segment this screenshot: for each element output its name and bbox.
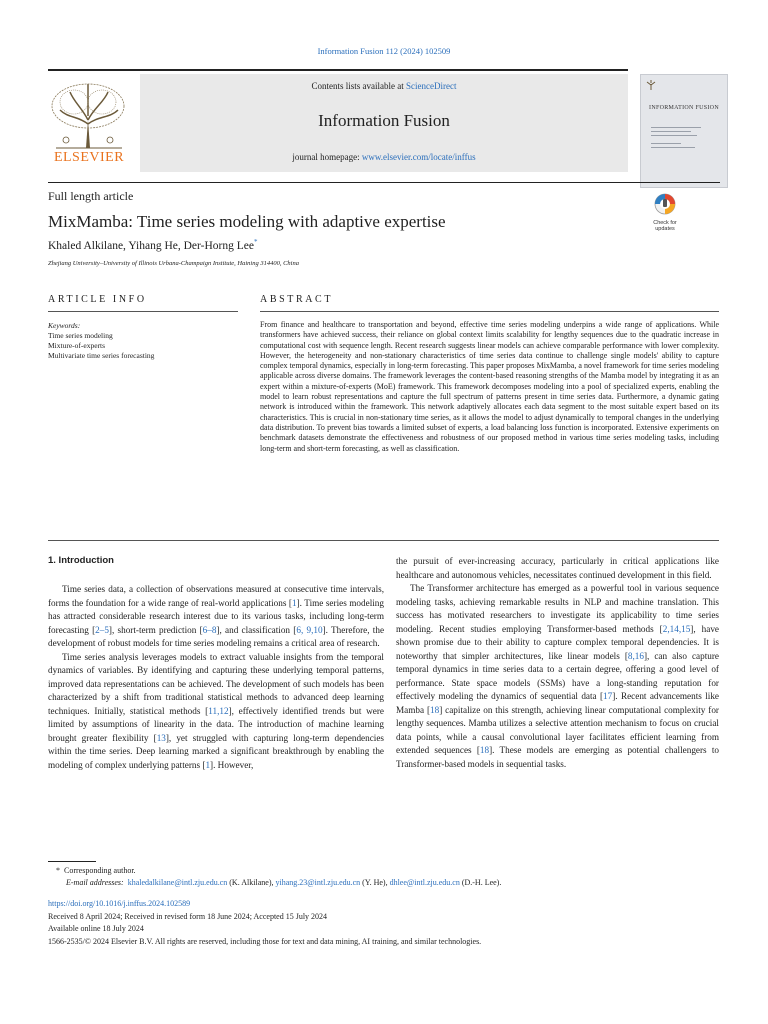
citation-link[interactable]: 1 [205,759,211,770]
info-rule [48,311,238,312]
header-rule [48,69,628,71]
citation-link[interactable]: 17 [603,691,613,701]
email-addresses: E-mail addresses: khaledalkilane@intl.zju.edu.cn (K. Alkilane), yihang.23@intl.zju.edu.cn (Y. He), dhlee@intl.zju.edu.cn (D.-H. Lee). [66,878,502,887]
keyword-item: Time series modeling [48,331,113,340]
intro-paragraph-3: the pursuit of ever-increasing accuracy, particularly in critical applications like healthcare and autonomous vehicles, necessitates continued development in this field. [396,556,719,580]
sciencedirect-link[interactable]: ScienceDirect [406,81,457,91]
intro-paragraph-1: Time series data, a collection of observations measured at consecutive time intervals, forms the foundation for a wide range of real-world applications [1]. Time series modeling has attracted considerable research interest due to its various tasks, including long-term forecasting [2–5], short-term prediction [6–8], and classification [6, 9,10]. Therefore, the development of robust models for time series modeling remains a critical area of research. [48,584,385,648]
article-title: MixMamba: Time series modeling with adaptive expertise [48,212,446,231]
abstract-text: From finance and healthcare to transportation and beyond, effective time series modeling underpins a wide range of applications. While transformers have achieved success, their reliance on global context limits scalability for lengthy sequences due to the quadratic increase in computational cost with sequence length. Recent research suggests linear models can achieve comparable performance with lower complexity. However, the heterogeneity and non-stationary characteristics of time series data continue to challenge single models' ability to capture complex temporal dynamics, especially in long-term forecasting. This paper proposes MixMamba, a novel framework for time series modeling applicable across diverse domains. The framework leverages the content-based reasoning strengths of the Mamba model by integrating it as an expert within a mixture-of-experts (MoE) framework. This framework decomposes modeling into a pool of specialized experts, enabling the model to learn robust representations and capture the full spectrum of patterns present in time series data. Furthermore, a dynamic gating network is introduced within the framework. This network adaptively allocates each data segment to the most suitable expert based on its characteristics. This is crucial in non-stationary time series, as it allows the model to adjust dynamically to temporal changes in the underlying data distribution. To prevent bias towards a limited subset of experts, a load balancing loss function is incorporated. Extensive experiments on benchmark datasets demonstrate the effectiveness and robustness of our proposed method in various time series modeling tasks, including long-term and short-term forecasting, as well as classification. [260,320,719,453]
corresponding-author-mark[interactable]: * [253,238,258,246]
footnote-rule [48,861,96,862]
available-online: Available online 18 July 2024 [48,924,144,933]
homepage-prefix: journal homepage: [292,152,360,162]
citation-link[interactable]: 2–5 [95,624,109,635]
keywords-label: Keywords: [48,321,81,330]
email-link[interactable]: khaledalkilane@intl.zju.edu.cn [127,878,228,887]
abstract-rule [260,311,719,312]
intro-paragraph-4: The Transformer architecture has emerged as a powerful tool in various sequence modeling tasks, achieving remarkable results in NLP and machine translation. This success has motivated researchers to investigate its applicability to time series modeling. Recent studies employing Transformer-based methods [2,14,15], have shown promise due to their ability to capture complex temporal dependencies. It is noteworthy that simpler architectures, like linear models [8,16], can also capture temporal dynamics in time series data to a certain degree, offering a good level of performance. State space models (SSMs) have a long-standing reputation for effectively modeling the dynamics of sequential data [17]. Recent advancements like Mamba [18] capitalize on this strength, achieving linear computational complexity for lengthy sequences. Mamba utilizes a selective attention mechanism to focus on crucial data points, while a causal convolutional layer facilitates efficient learning from extended sequences [18]. These models are emerging as potential challengers to Transformer-based models in sequential tasks. [396,583,719,769]
author-names: Khaled Alkilane, Yihang He, Der-Horng Lee [48,239,254,252]
citation-link[interactable]: 8,16 [627,650,644,661]
header-bottom-rule [48,182,720,183]
body-column-right [396,555,719,771]
journal-banner [140,74,628,172]
contents-prefix: Contents lists available at [311,81,404,91]
email-link[interactable]: yihang.23@intl.zju.edu.cn [275,878,361,887]
section-heading-introduction: 1. Introduction [48,555,114,566]
citation-link[interactable]: 13 [156,732,166,743]
citation-link[interactable]: 2,14,15 [662,623,691,634]
abstract-heading: ABSTRACT [260,294,334,305]
footnote-mark: * [56,866,60,875]
article-info-heading: ARTICLE INFO [48,294,147,305]
citation-link[interactable]: 1 [291,597,297,608]
citation-link[interactable]: 6, 9,10 [296,624,323,635]
publisher-wordmark: ELSEVIER [53,150,125,165]
email-label: E-mail addresses: [66,878,124,887]
journal-cover-thumbnail [640,74,728,188]
check-updates-icon [653,193,677,215]
citation-link[interactable]: 18 [479,745,490,755]
cover-title: INFORMATION FUSION [649,105,719,111]
contents-line [140,81,628,91]
citation-link[interactable]: 11,12 [208,705,229,716]
keyword-item: Mixture-of-experts [48,341,106,350]
journal-title: Information Fusion [318,111,450,130]
author-list [48,238,257,252]
footnote-text: Corresponding author. [64,866,136,875]
intro-paragraph-2: Time series analysis leverages models to extract valuable insights from the temporal dynamics of variables. By identifying and capturing these underlying temporal patterns, improved data representations can be achieved. The development of such models has been characterized by a shift from traditional statistical methods to advanced deep learning techniques. Initially, statistical methods [11,12], effectively identified trends but were limited by assumptions of linearity in the data. The introduction of machine learning brought greater flexibility [13], yet struggled with capturing long-term dependencies within the time series. Deep learning marked a significant breakthrough by enabling the modeling of complex underlying patterns [1]. However, [48,651,384,770]
keyword-item: Multivariate time series forecasting [48,351,155,360]
copyright-line: 1566-2535/© 2024 Elsevier B.V. All rights are reserved, including those for text and data mining, AI training, and similar technologies. [48,937,482,946]
citation-link[interactable]: 18 [430,704,440,715]
homepage-link[interactable]: www.elsevier.com/locate/inffus [361,152,476,162]
citation-link[interactable]: 6–8 [202,624,217,635]
article-type: Full length article [48,189,134,203]
journal-citation[interactable]: Information Fusion 112 (2024) 102509 [317,46,451,56]
body-column-left [48,583,384,772]
affiliation: Zhejiang University–University of Illinois Urbana-Champaign Institute, Haining 314400, China [48,260,299,267]
doi-link[interactable]: https://doi.org/10.1016/j.inffus.2024.102589 [48,899,191,908]
email-link[interactable]: dhlee@intl.zju.edu.cn [389,878,460,887]
check-for-updates-badge[interactable] [648,193,682,232]
received-dates: Received 8 April 2024; Received in revised form 18 June 2024; Accepted 15 July 2024 [48,912,328,921]
check-updates-label: Check for updates [653,220,677,232]
corresponding-author-note [56,866,136,875]
homepage-line [140,152,628,162]
keywords-block [48,321,238,361]
abstract-bottom-rule [48,540,719,541]
